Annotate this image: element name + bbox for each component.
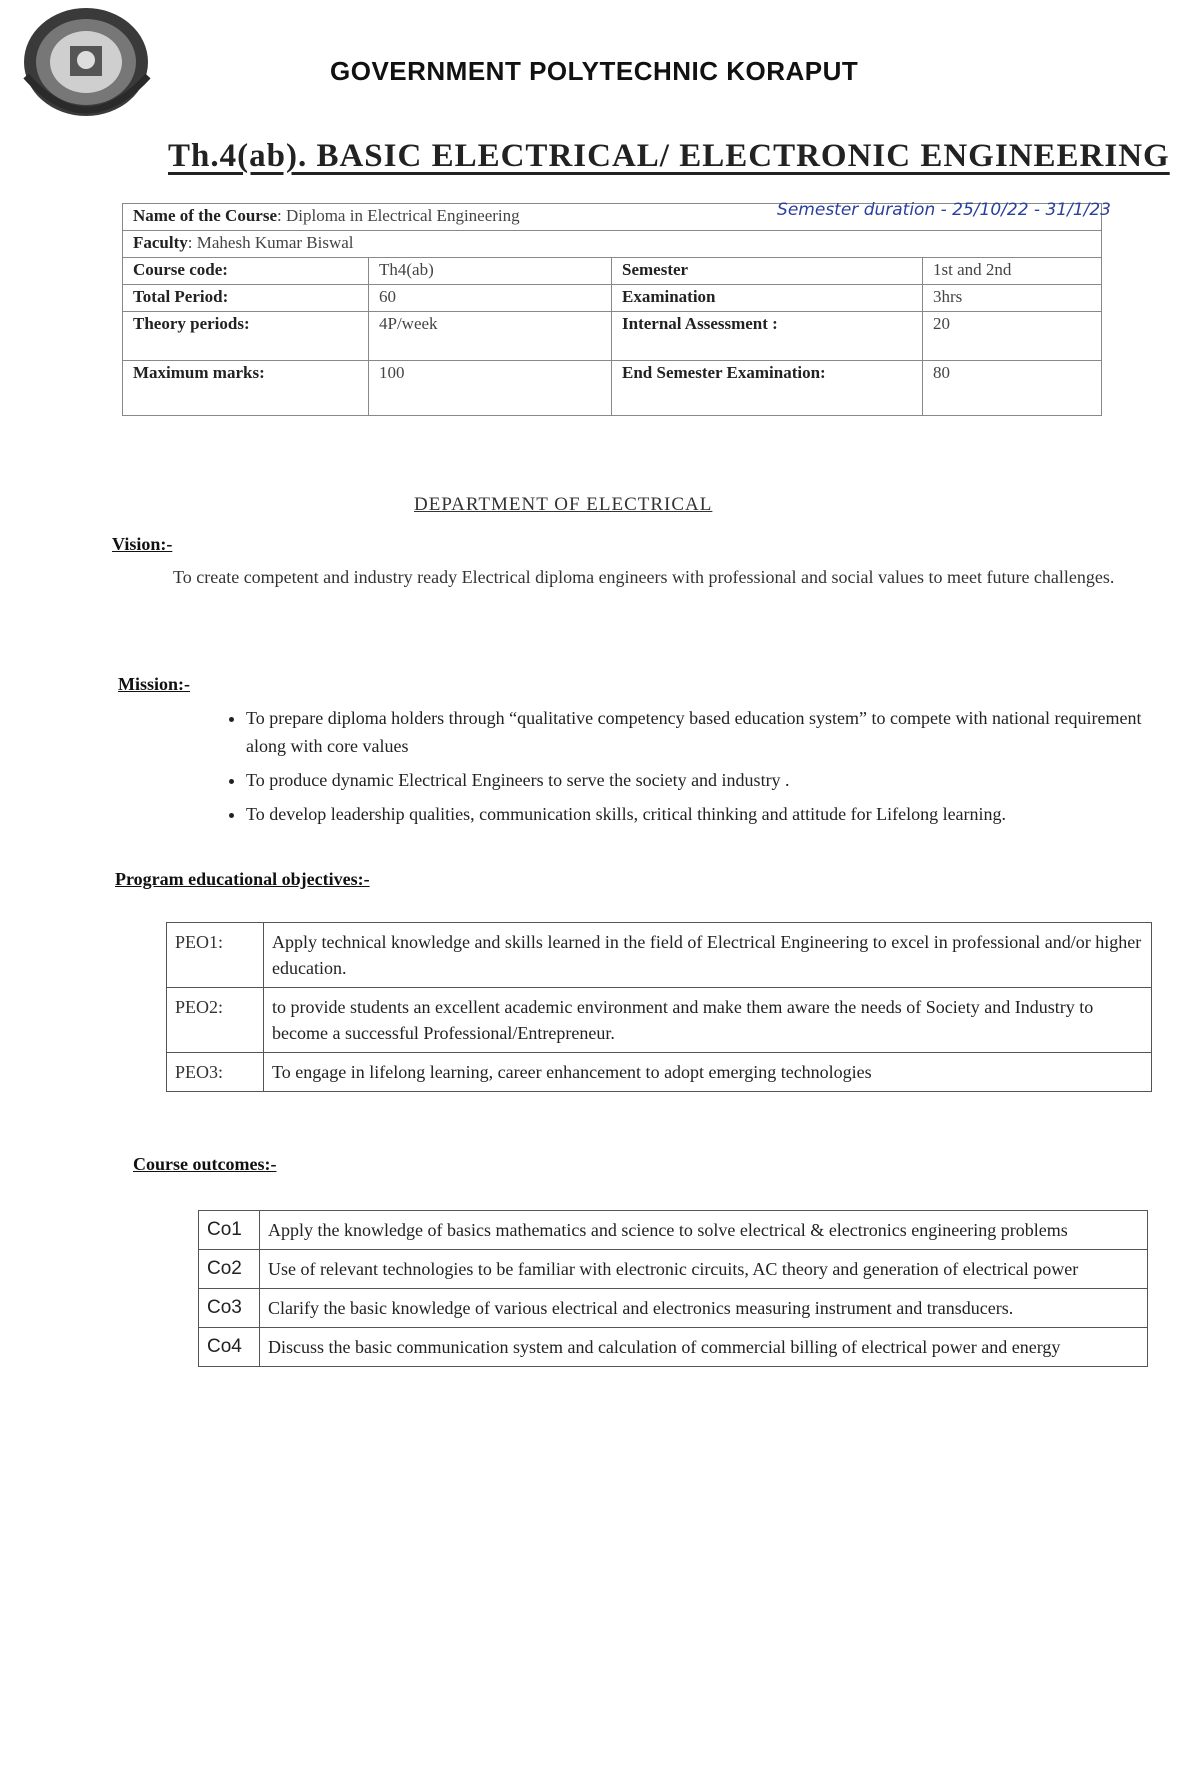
info-value: 100 [369,361,612,416]
info-label: Internal Assessment : [612,312,923,361]
info-label: End Semester Examination: [612,361,923,416]
co-key: Co4 [199,1328,260,1367]
info-label: Course code: [123,258,369,285]
department-heading: DEPARTMENT OF ELECTRICAL [414,494,713,515]
course-info-table [122,200,1111,416]
peo-text: Apply technical knowledge and skills learned in the field of Electrical Engineering to excel in professional and/or higher education. [264,923,1152,988]
co-text: Clarify the basic knowledge of various electrical and electronics measuring instrument and transducers. [260,1289,1148,1328]
co-row [199,1250,1148,1289]
info-label: Theory periods: [123,312,369,361]
handwritten-semester-duration: Semester duration - 25/10/22 - 31/1/23 [777,200,1111,220]
info-value: 60 [369,285,612,312]
co-key: Co2 [199,1250,260,1289]
co-row [199,1328,1148,1367]
info-row [123,285,1102,312]
info-value: 20 [923,312,1102,361]
co-text: Discuss the basic communication system and calculation of commercial billing of electrical power and energy [260,1328,1148,1367]
peo-key: PEO1: [167,923,264,988]
peo-heading: Program educational objectives:- [115,869,370,889]
co-row [199,1211,1148,1250]
mission-item: • To produce dynamic Electrical Engineers to serve the society and industry . [246,766,1176,794]
course-outcomes-heading: Course outcomes:- [133,1154,277,1174]
info-label: Maximum marks: [123,361,369,416]
course-title: Th.4(ab). BASIC ELECTRICAL/ ELECTRONIC ENGINEERING [168,138,1170,174]
course-name-cell [123,200,1111,231]
faculty-value: : Mahesh Kumar Biswal [187,233,354,252]
info-row [123,361,1102,416]
info-label: Examination [612,285,923,312]
course-name-value: : Diploma in Electrical Engineering [277,206,520,225]
peo-row [167,1053,1152,1092]
peo-text: to provide students an excellent academic environment and make them aware the needs of Society and Industry to become a successful Professional/Entrepreneur. [264,988,1152,1053]
co-text: Use of relevant technologies to be familiar with electronic circuits, AC theory and generation of electrical power [260,1250,1148,1289]
peo-key: PEO2: [167,988,264,1053]
peo-table [166,922,1152,1092]
peo-text: To engage in lifelong learning, career enhancement to adopt emerging technologies [264,1053,1152,1092]
info-value: 1st and 2nd [923,258,1102,285]
info-value: 80 [923,361,1102,416]
info-row [123,312,1102,361]
mission-item: • To develop leadership qualities, communication skills, critical thinking and attitude for Lifelong learning. [246,800,1176,828]
vision-heading: Vision:- [112,534,173,554]
info-value: 3hrs [923,285,1102,312]
course-name-label: Name of the Course [133,206,277,225]
peo-key: PEO3: [167,1053,264,1092]
course-outcomes-table [198,1210,1148,1367]
co-row [199,1289,1148,1328]
mission-item: • To prepare diploma holders through “qualitative competency based education system” to compete with national requirement along with core values [246,704,1176,760]
institution-name: GOVERNMENT POLYTECHNIC KORAPUT [330,56,859,86]
info-row [123,258,1102,285]
co-key: Co1 [199,1211,260,1250]
info-label: Semester [612,258,923,285]
faculty-cell [123,231,1102,258]
co-text: Apply the knowledge of basics mathematics and science to solve electrical & electronics engineering problems [260,1211,1148,1250]
peo-row [167,923,1152,988]
mission-heading: Mission:- [118,674,190,694]
vision-text: To create competent and industry ready Electrical diploma engineers with professional and social values to meet future challenges. [173,567,1115,587]
institution-emblem-logo [12,4,162,134]
peo-row [167,988,1152,1053]
info-label: Total Period: [123,285,369,312]
info-value: Th4(ab) [369,258,612,285]
mission-list [200,704,1176,834]
info-value: 4P/week [369,312,612,361]
faculty-label: Faculty [133,233,188,252]
co-key: Co3 [199,1289,260,1328]
